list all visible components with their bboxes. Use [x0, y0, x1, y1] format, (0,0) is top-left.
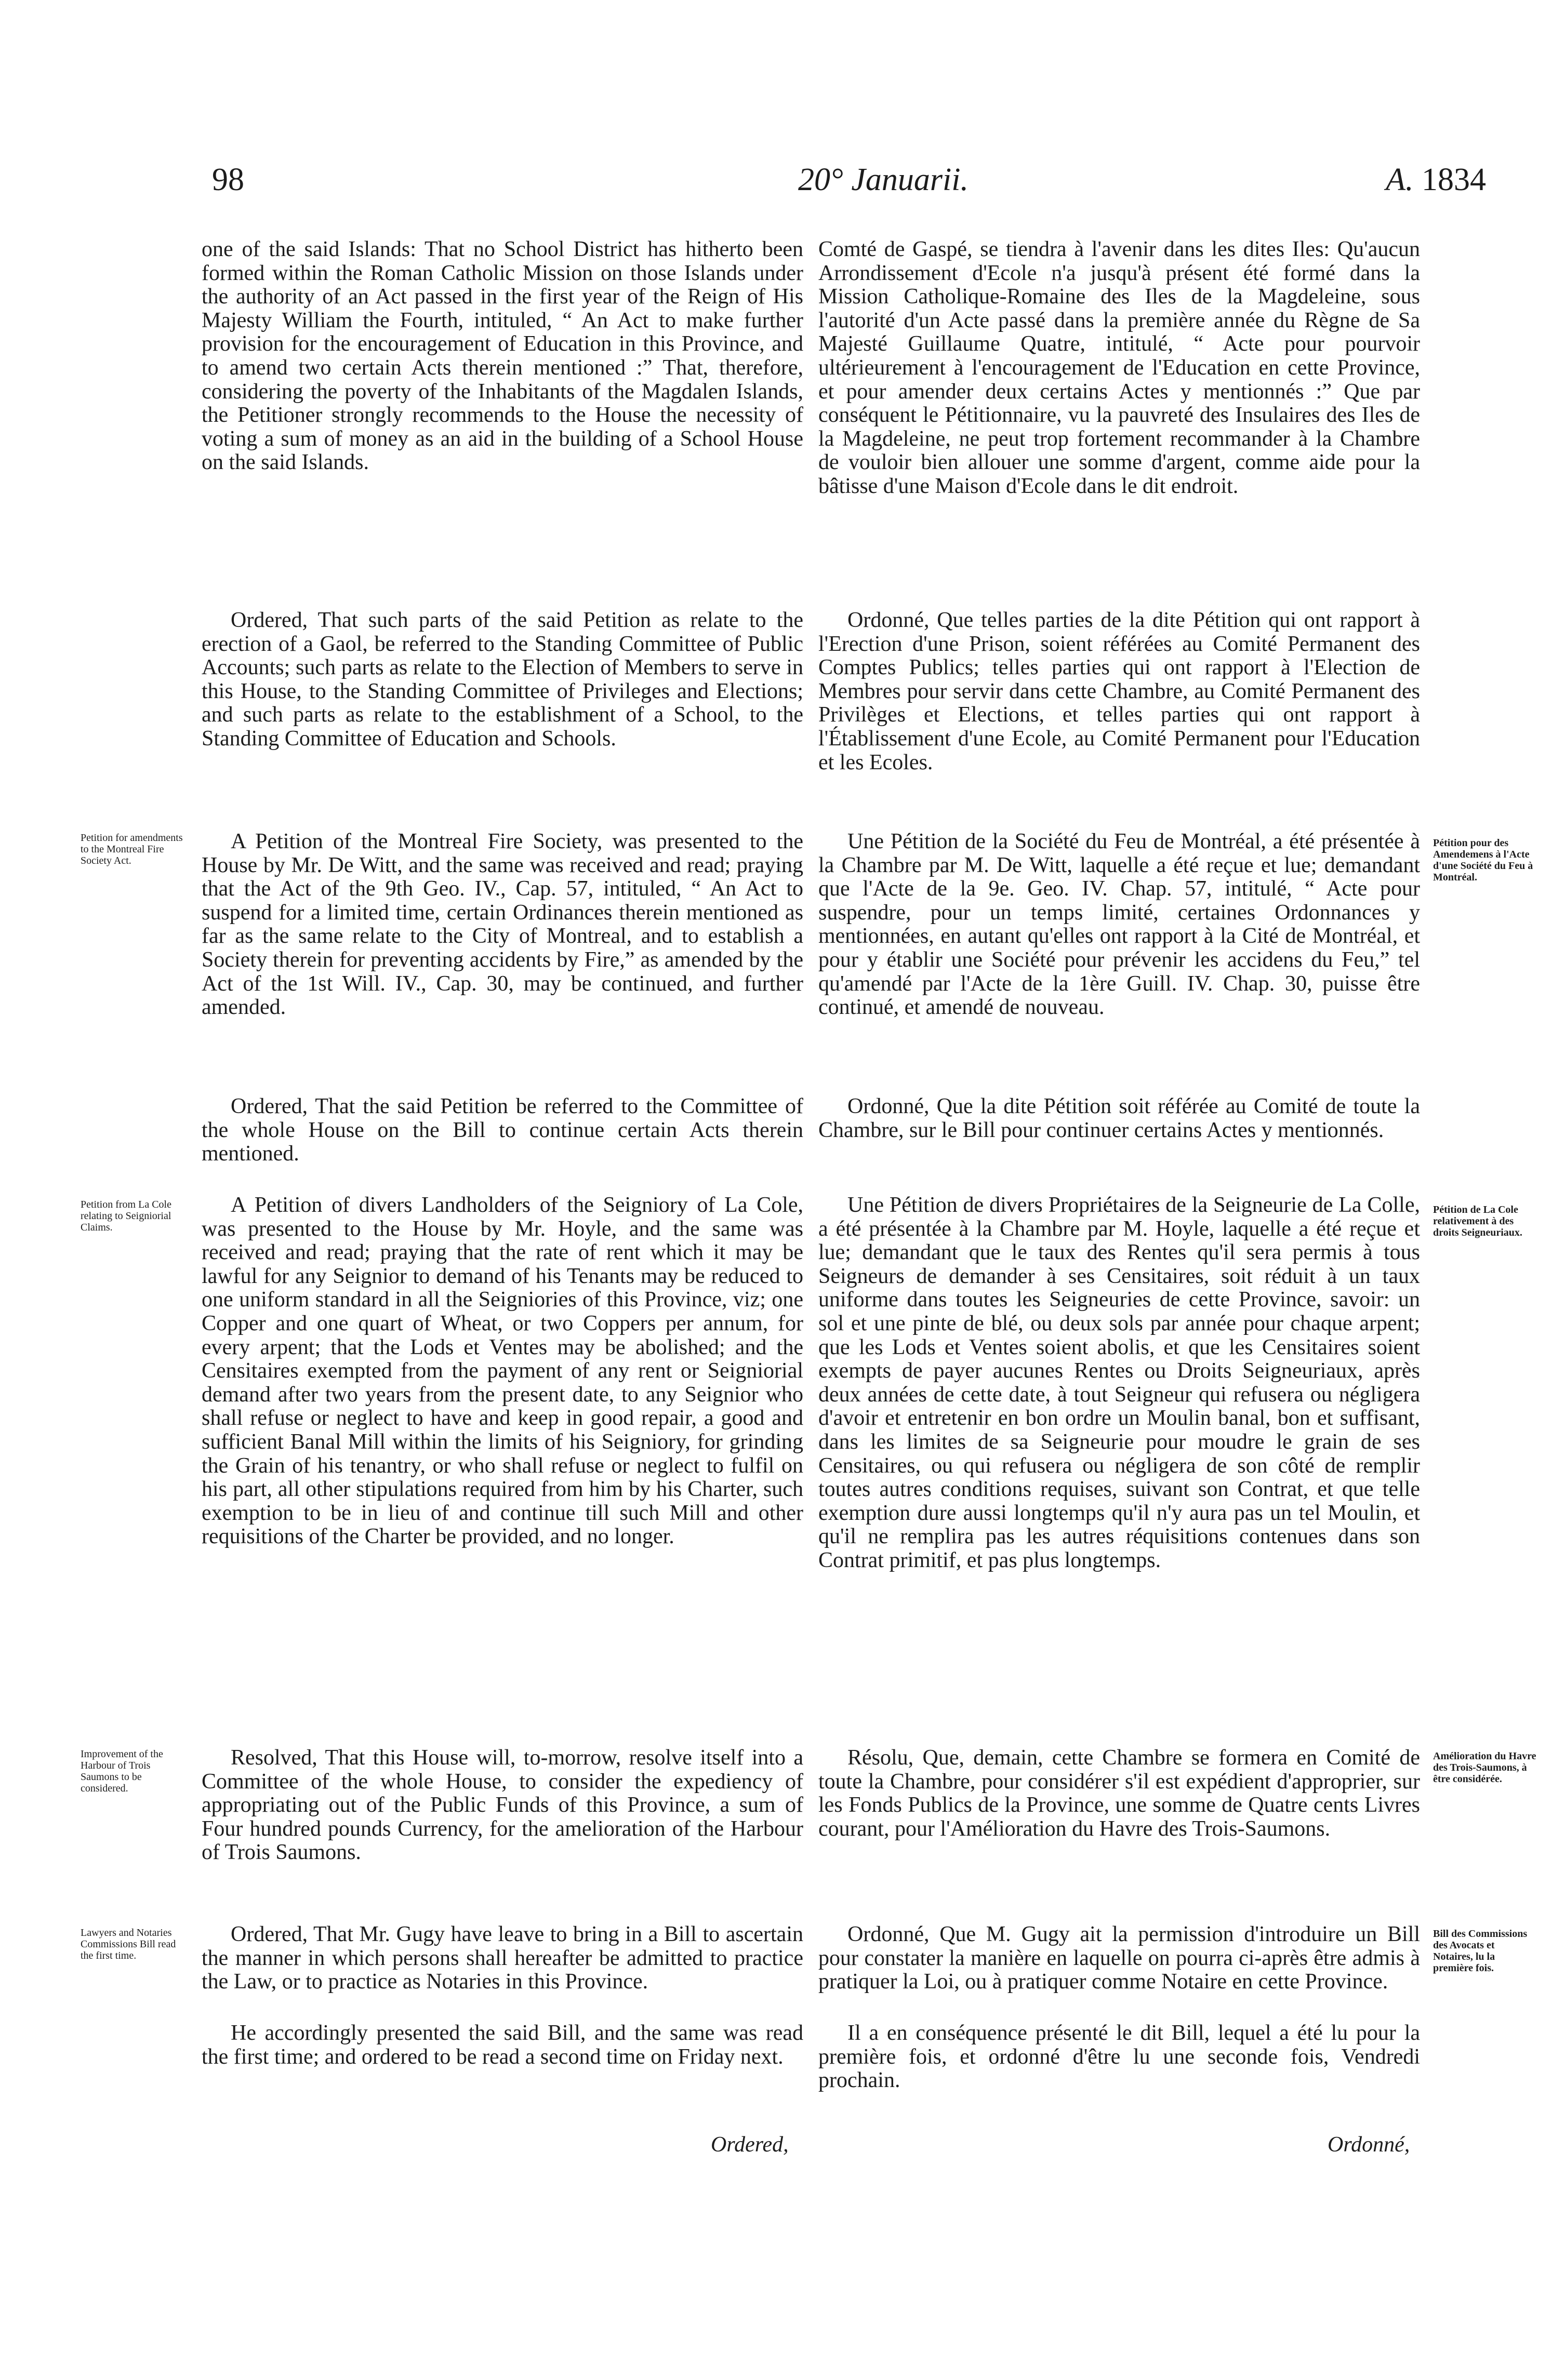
margin-note-right-2: Pétition de La Cole relativement à des droits Seigneuriaux.	[1433, 1204, 1522, 1238]
year-prefix: A.	[1386, 162, 1414, 197]
page-number: 98	[212, 162, 244, 197]
french-para-7: Ordonné, Que M. Gugy ait la permission d'introduire un Bill pour constater la manière en laquelle on pourra ci-après être admis à pratiquer la Loi, ou à pratiquer comme Notaire en cette Province.	[818, 1922, 1420, 1994]
english-para-8: He accordingly presented the said Bill, and the same was read the first time; and ordered to be read a second time on Friday next.	[202, 2021, 803, 2069]
english-para-7: Ordered, That Mr. Gugy have leave to bring in a Bill to ascertain the manner in which persons shall hereafter be admitted to practice the Law, or to practice as Notaries in this Province.	[202, 1922, 803, 1994]
english-para-5: A Petition of divers Landholders of the Seigniory of La Cole, was presented to the House by Mr. Hoyle, and the same was received and read; praying that the rate of rent which it may be lawful for any Seignior to demand of his Tenants may be reduced to one uniform standard in all the Seigniories of this Province, viz; one Copper and one quart of Wheat, or two Coppers per annum, for every arpent; that the Lods et Ventes may be abolished; and the Censitaires exempted from the payment of any rent or Seigniorial demand after two years from the present date, to any Seignior who shall refuse or neglect to have and keep in good repair, a good and sufficient Banal Mill within the limits of his Seigniory, for grinding the Grain of his tenantry, or who shall refuse or neglect to fulfil on his part, all other stipulations required from him by his Charter, such exemption to be in lieu of and continue till such Mill and other requisitions of the Charter be provided, and no longer.	[202, 1193, 803, 1549]
margin-note-right-3: Amélioration du Havre des Trois-Saumons, à être considérée.	[1433, 1750, 1536, 1785]
french-para-4: Ordonné, Que la dite Pétition soit référée au Comité de toute la Chambre, sur le Bill pour continuer certains Actes y mentionnés.	[818, 1094, 1420, 1142]
french-para-3: Une Pétition de la Société du Feu de Montréal, a été présentée à la Chambre par M. De Witt, laquelle a été reçue et lue; demandant que l'Acte de la 9e. Geo. IV. Chap. 57, intitulé, “ Acte pour suspendre, pour un temps limité, certaines Ordonnances y mentionnées, en autant qu'elles ont rapport à la Cité de Montréal, et pour y établir une Société pour prévenir les accidens du Feu,” tel qu'amendé par l'Acte de la 1ère Guill. IV. Chap. 30, puisse être continué, et amendé de nouveau.	[818, 830, 1420, 1020]
year-value: 1834	[1422, 162, 1486, 197]
english-para-3: A Petition of the Montreal Fire Society, was presented to the House by Mr. De Witt, and the same was received and read; praying that the Act of the 9th Geo. IV., Cap. 57, intituled, “ An Act to suspend for a limited time, certain Ordinances therein mentioned as far as the same relate to the City of Montreal, and to establish a Society therein for preventing accidents by Fire,” as amended by the Act of the 1st Will. IV., Cap. 30, may be continued, and further amended.	[202, 830, 803, 1020]
margin-note-left-1: Petition for amendments to the Montreal Fire Society Act.	[81, 832, 183, 866]
english-para-4: Ordered, That the said Petition be referred to the Committee of the whole House on the Bill to continue certain Acts therein mentioned.	[202, 1094, 803, 1166]
english-para-2: Ordered, That such parts of the said Petition as relate to the erection of a Gaol, be referred to the Standing Committee of Public Accounts; such parts as relate to the Election of Members to serve in this House, to the Standing Committee of Privileges and Elections; and such parts as relate to the establishment of a School, to the Standing Committee of Education and Schools.	[202, 608, 803, 751]
catchword-french: Ordonné,	[1328, 2133, 1410, 2157]
margin-note-right-4: Bill des Commissions des Avocats et Notaires, lu la première fois.	[1433, 1928, 1528, 1974]
margin-note-right-1: Pétition pour des Amendemens à l'Acte d'une Société du Feu à Montréal.	[1433, 837, 1533, 883]
page-year	[1361, 164, 1486, 196]
french-para-5: Une Pétition de divers Propriétaires de la Seigneurie de La Colle, a été présentée à la Chambre par M. Hoyle, laquelle a été reçue et lue; demandant que le taux des Rentes qu'il sera permis à tous Seigneurs de demander à ses Censitaires, soit réduit à un taux uniforme dans toutes les Seigneuries de cette Province, savoir: un sol et une pinte de blé, ou deux sols par année pour chaque arpent; que les Lods et Ventes soient abolis, et que les Censitaires soient exempts de payer aucunes Rentes ou Droits Seigneuriaux, après deux années de cette date, à tout Seigneur qui refusera ou négligera d'avoir et entretenir en bon ordre un Moulin banal, bon et suffisant, dans les limites de sa Seigneurie pour moudre le grain de ses Censitaires, ou qui refusera ou négligera de son côté de remplir toutes autres conditions requises, suivant son Contrat, et que telle exemption dure aussi longtemps qu'il n'y aura pas un tel Moulin, et qu'il ne remplira pas les autres réquisitions contenues dans son Contrat primitif, et pas plus longtemps.	[818, 1193, 1420, 1572]
english-para-1: one of the said Islands: That no School District has hitherto been formed within the Roman Catholic Mission on those Islands under the authority of an Act passed in the first year of the Reign of His Majesty William the Fourth, intituled, “ An Act to make further provision for the encouragement of Education in this Province, and to amend two certain Acts therein mentioned :” That, therefore, considering the poverty of the Inhabitants of the Magdalen Islands, the Petitioner strongly recommends to the House the necessity of voting a sum of money as an aid in the building of a School House on the said Islands.	[202, 237, 803, 475]
margin-note-left-2: Petition from La Cole relating to Seigniorial Claims.	[81, 1199, 171, 1233]
french-para-6: Résolu, Que, demain, cette Chambre se formera en Comité de toute la Chambre, pour considérer s'il est expédient d'approprier, sur les Fonds Publics de la Province, une somme de Quatre cents Livres courant, pour l'Amélioration du Havre des Trois-Saumons.	[818, 1746, 1420, 1841]
catchword-english: Ordered,	[711, 2133, 789, 2157]
french-para-8: Il a en conséquence présenté le dit Bill, lequel a été lu pour la première fois, et ordonné d'être lu une seconde fois, Vendredi prochain.	[818, 2021, 1420, 2093]
english-para-6: Resolved, That this House will, to-morrow, resolve itself into a Committee of the whole House, to consider the expediency of appropriating out of the Public Funds of this Province, a sum of Four hundred pounds Currency, for the amelioration of the Harbour of Trois Saumons.	[202, 1746, 803, 1865]
french-para-2: Ordonné, Que telles parties de la dite Pétition qui ont rapport à l'Erection d'une Prison, soient référées au Comité Permanent des Comptes Publics; telles parties qui ont rapport à l'Election de Membres pour servir dans cette Chambre, au Comité Permanent des Privilèges et Elections, et telles parties qui ont rapport à l'Établissement d'une Ecole, au Comité Permanent pour l'Education et les Ecoles.	[818, 608, 1420, 774]
margin-note-left-3: Improvement of the Harbour of Trois Saumons to be considered.	[81, 1748, 163, 1794]
page-date: 20° Januarii.	[798, 162, 969, 197]
french-para-1: Comté de Gaspé, se tiendra à l'avenir dans les dites Iles: Qu'aucun Arrondissement d'Ecole n'a jusqu'à présent été formé dans la Mission Catholique-Romaine des Iles de la Magdeleine, sous l'autorité d'un Acte passé dans la première année du Règne de Sa Majesté Guillaume Quatre, intitulé, “ Acte pour pourvoir ultérieurement à l'encouragement de l'Education en cette Province, et pour amender deux certains Actes y mentionnés :” Que par conséquent le Pétitionnaire, vu la pauvreté des Insulaires des Iles de la Magdeleine, ne peut trop fortement recommander à la Chambre de vouloir bien allouer une somme d'argent, comme aide pour la bâtisse d'une Maison d'Ecole dans le dit endroit.	[818, 237, 1420, 498]
margin-note-left-4: Lawyers and Notaries Commissions Bill read the first time.	[81, 1927, 176, 1961]
